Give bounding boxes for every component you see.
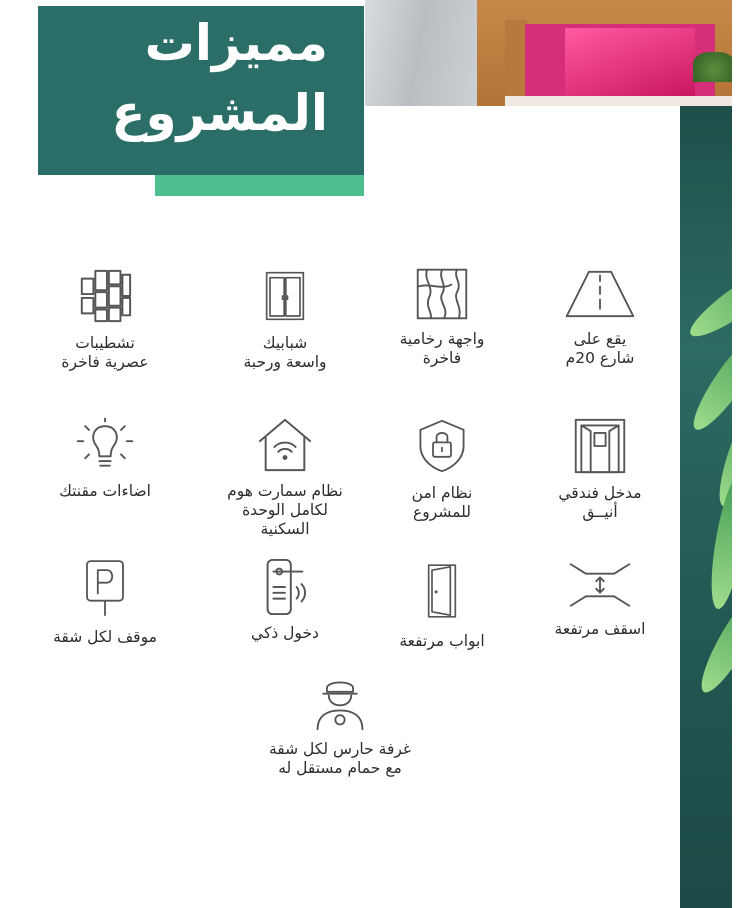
feature-entrance: [515, 416, 685, 522]
feature-label: عصرية فاخرة: [61, 353, 149, 371]
feature-finishes: [20, 266, 190, 372]
feature-label: مع حمام مستقل له: [278, 759, 402, 777]
parking-icon: [78, 558, 132, 620]
feature-label: شارع 20م: [565, 349, 635, 367]
feature-label: لكامل الوحدة: [242, 501, 328, 519]
page-title-line1: مميزات: [144, 14, 328, 72]
accent-bar: [155, 175, 364, 196]
road-icon: [563, 266, 637, 322]
feature-guard: [240, 674, 440, 778]
tiles-icon: [76, 266, 134, 326]
smart-lock-icon: [256, 558, 314, 616]
feature-label: شبابيك: [262, 334, 308, 352]
feature-label: نظام امن: [411, 484, 473, 502]
feature-marble: [357, 266, 527, 368]
feature-label: غرفة حارس لكل شقة: [268, 740, 412, 758]
marble-facade-icon: [414, 266, 470, 322]
feature-smarthome: [200, 416, 370, 539]
security-shield-icon: [415, 416, 469, 476]
window-icon: [260, 266, 310, 326]
high-ceiling-icon: [567, 558, 633, 612]
feature-label: نظام سمارت هوم: [227, 482, 343, 500]
light-bulb-icon: [72, 416, 138, 474]
tall-door-icon: [417, 558, 467, 624]
feature-lighting: [20, 416, 190, 501]
feature-label: تشطيبات: [75, 334, 135, 352]
feature-label: ابواب مرتفعة: [399, 632, 485, 650]
hotel-door-icon: [572, 416, 628, 476]
feature-label: للمشروع: [413, 503, 471, 521]
plant-photo-strip: [680, 106, 732, 908]
feature-label: واجهة رخامية: [399, 330, 485, 348]
guard-icon: [312, 674, 368, 732]
feature-label: اضاءات مقنتك: [59, 482, 151, 500]
smart-home-icon: [256, 416, 314, 474]
feature-label: واسعة ورحبة: [243, 353, 327, 371]
feature-label: يقع على: [573, 330, 627, 348]
feature-windows: [200, 266, 370, 372]
feature-parking: [20, 558, 190, 647]
feature-label: مدخل فندقي: [558, 484, 642, 502]
feature-label: اسقف مرتفعة: [554, 620, 646, 638]
feature-smartentry: [200, 558, 370, 643]
feature-label: موقف لكل شقة: [53, 628, 157, 646]
feature-label: السكنية: [260, 520, 310, 538]
feature-ceilings: [515, 558, 685, 639]
feature-label: أنيــق: [582, 503, 618, 521]
page-margin: [732, 0, 750, 908]
feature-security: [357, 416, 527, 522]
feature-label: فاخرة: [422, 349, 462, 367]
feature-doors: [357, 558, 527, 651]
title-panel: [38, 6, 364, 175]
interior-photo: [365, 0, 735, 106]
feature-label: دخول ذكي: [251, 624, 319, 642]
feature-street: [515, 266, 685, 368]
page-title-line2: المشروع: [111, 84, 328, 142]
